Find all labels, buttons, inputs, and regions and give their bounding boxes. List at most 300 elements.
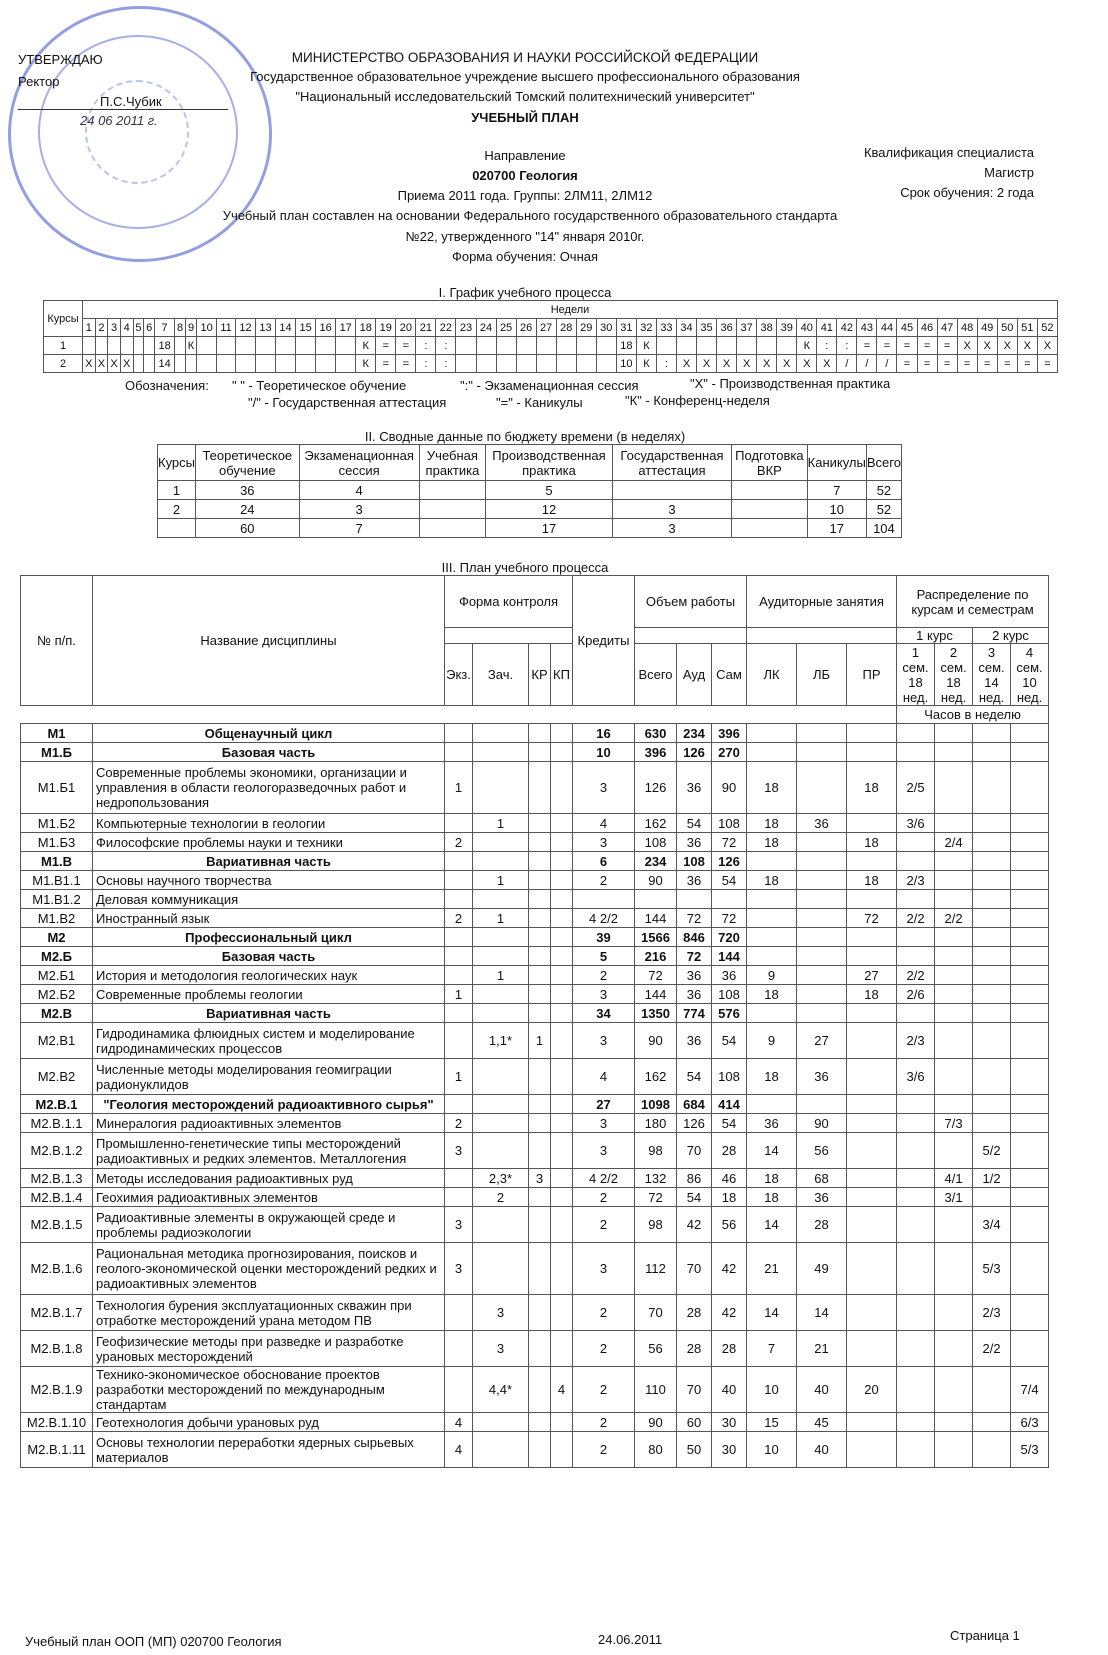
plan-cell: 3 — [529, 1169, 551, 1188]
plan-row — [21, 1367, 1049, 1413]
schedule-cell — [697, 337, 717, 355]
week-number: 30 — [596, 319, 616, 337]
plan-cell — [445, 724, 473, 743]
plan-cell: 10 — [573, 743, 635, 762]
discipline-name: Базовая часть — [93, 947, 445, 966]
schedule-cell: = — [957, 355, 977, 373]
plan-cell — [677, 890, 712, 909]
schedule-cell: : — [416, 337, 436, 355]
schedule-cell: = — [917, 337, 937, 355]
budget-cell: 52 — [866, 481, 901, 500]
week-number: 18 — [356, 319, 376, 337]
standard-basis-line2: №22, утвержденного "14" января 2010г. — [405, 229, 645, 244]
plan-cell: 42 — [712, 1295, 747, 1331]
plan-cell — [529, 762, 551, 814]
plan-cell: 2/6 — [897, 985, 935, 1004]
schedule-cell — [108, 337, 121, 355]
schedule-cell — [197, 337, 217, 355]
discipline-name: Минералогия радиоактивных элементов — [93, 1114, 445, 1133]
footer-date: 24.06.2011 — [598, 1632, 663, 1647]
week-number: 9 — [185, 319, 196, 337]
week-number: 31 — [616, 319, 636, 337]
plan-cell — [897, 1207, 935, 1243]
qualification-value: Магистр — [984, 165, 1034, 180]
budget-col-header: Производственная практика — [486, 445, 613, 481]
schedule-cell: Х — [797, 355, 817, 373]
plan-cell: 108 — [677, 852, 712, 871]
week-number: 50 — [997, 319, 1017, 337]
plan-cell: М2 — [21, 928, 93, 947]
plan-row — [21, 871, 1049, 890]
plan-cell: 18 — [847, 833, 897, 852]
plan-cell — [551, 985, 573, 1004]
plan-cell — [473, 890, 529, 909]
plan-cell: 180 — [635, 1114, 677, 1133]
plan-cell — [473, 1432, 529, 1468]
plan-cell — [1011, 1331, 1049, 1367]
plan-cell — [935, 1331, 973, 1367]
plan-cell: 54 — [677, 814, 712, 833]
plan-cell — [551, 1095, 573, 1114]
week-number: 8 — [175, 319, 186, 337]
week-number: 45 — [897, 319, 917, 337]
plan-cell: 10 — [747, 1367, 797, 1413]
plan-cell: 9 — [747, 966, 797, 985]
plan-cell: 18 — [747, 814, 797, 833]
plan-cell: 34 — [573, 1004, 635, 1023]
plan-cell — [473, 1095, 529, 1114]
discipline-name: Общенаучный цикл — [93, 724, 445, 743]
legend-vacation: "=" - Каникулы — [496, 395, 583, 410]
budget-cell — [732, 500, 808, 519]
plan-cell: 70 — [635, 1295, 677, 1331]
plan-cell: 3 — [573, 833, 635, 852]
plan-cell — [551, 1413, 573, 1432]
schedule-cell — [456, 355, 476, 373]
plan-cell — [1011, 1169, 1049, 1188]
plan-cell: 18 — [847, 762, 897, 814]
week-number: 16 — [316, 319, 336, 337]
institution-type: Государственное образовательное учреждение высшего профессионального образования — [250, 69, 800, 84]
discipline-name: Геофизические методы при разведке и разработке урановых месторождений — [93, 1331, 445, 1367]
plan-cell — [897, 1114, 935, 1133]
schedule-cell — [144, 337, 155, 355]
plan-cell — [473, 852, 529, 871]
plan-cell — [473, 833, 529, 852]
course1-header: 1 курс — [897, 628, 973, 644]
plan-cell: 1 — [445, 1059, 473, 1095]
plan-cell — [445, 1169, 473, 1188]
plan-cell — [847, 724, 897, 743]
legend-conference: "К" - Конференц-неделя — [625, 393, 770, 408]
schedule-cell — [476, 337, 496, 355]
plan-cell: 1 — [445, 985, 473, 1004]
plan-cell: 36 — [797, 814, 847, 833]
plan-cell — [551, 871, 573, 890]
schedule-cell: : — [436, 337, 456, 355]
plan-cell — [1011, 762, 1049, 814]
schedule-cell — [576, 337, 596, 355]
plan-row — [21, 1023, 1049, 1059]
plan-cell — [973, 1059, 1011, 1095]
plan-cell — [797, 743, 847, 762]
plan-cell: 2 — [445, 1114, 473, 1133]
plan-cell: 36 — [677, 985, 712, 1004]
col-classes-header: Аудиторные занятия — [747, 576, 897, 628]
discipline-name: Современные проблемы экономики, организации и управления в области геологоразведочных работ и недропользования — [93, 762, 445, 814]
plan-cell — [473, 928, 529, 947]
plan-cell — [973, 985, 1011, 1004]
plan-cell — [897, 1432, 935, 1468]
plan-cell — [747, 852, 797, 871]
schedule-cell: Х — [777, 355, 797, 373]
plan-cell — [1011, 909, 1049, 928]
plan-cell — [529, 1295, 551, 1331]
week-number: 48 — [957, 319, 977, 337]
plan-cell: 42 — [677, 1207, 712, 1243]
schedule-cell — [476, 355, 496, 373]
plan-cell — [473, 1114, 529, 1133]
plan-row — [21, 966, 1049, 985]
plan-row — [21, 1114, 1049, 1133]
plan-cell: М2.В.1.6 — [21, 1243, 93, 1295]
plan-row — [21, 1207, 1049, 1243]
plan-cell — [747, 724, 797, 743]
plan-cell: 1 — [473, 909, 529, 928]
plan-cell: 4,4* — [473, 1367, 529, 1413]
plan-cell — [897, 928, 935, 947]
plan-cell: 56 — [712, 1207, 747, 1243]
plan-cell: М2.В.1.2 — [21, 1133, 93, 1169]
plan-cell — [973, 1188, 1011, 1207]
plan-cell — [445, 1004, 473, 1023]
plan-cell — [897, 1095, 935, 1114]
schedule-cell — [676, 337, 696, 355]
schedule-cell — [336, 337, 356, 355]
plan-cell: 28 — [797, 1207, 847, 1243]
schedule-cell: = — [977, 355, 997, 373]
plan-cell — [935, 871, 973, 890]
plan-cell — [847, 1133, 897, 1169]
plan-cell: М2.В.1.10 — [21, 1413, 93, 1432]
plan-cell: М1.Б2 — [21, 814, 93, 833]
week-number: 44 — [877, 319, 897, 337]
plan-cell: 1350 — [635, 1004, 677, 1023]
discipline-name: Промышленно-генетические типы месторождений радиоактивных и редких элементов. Металлогения — [93, 1133, 445, 1169]
schedule-cell — [757, 337, 777, 355]
week-number: 37 — [737, 319, 757, 337]
plan-cell — [1011, 1295, 1049, 1331]
plan-cell: 28 — [677, 1295, 712, 1331]
schedule-cell: Х — [1017, 337, 1037, 355]
plan-cell — [1011, 743, 1049, 762]
weeks-header: Недели — [83, 301, 1058, 319]
budget-col-header: Экзаменационная сессия — [299, 445, 419, 481]
plan-cell — [747, 909, 797, 928]
plan-cell — [935, 1095, 973, 1114]
schedule-cell: = — [877, 337, 897, 355]
plan-cell — [529, 947, 551, 966]
plan-cell: 3 — [573, 1133, 635, 1169]
plan-cell — [897, 1331, 935, 1367]
plan-cell — [473, 762, 529, 814]
plan-cell — [1011, 871, 1049, 890]
schedule-cell — [144, 355, 155, 373]
schedule-cell: Х — [697, 355, 717, 373]
plan-row — [21, 833, 1049, 852]
budget-cell: 52 — [866, 500, 901, 519]
budget-title: II. Сводные данные по бюджету времени (в неделях) — [364, 429, 686, 444]
plan-cell — [797, 966, 847, 985]
plan-row — [21, 762, 1049, 814]
week-number: 17 — [336, 319, 356, 337]
plan-cell — [747, 1004, 797, 1023]
plan-cell — [935, 1004, 973, 1023]
plan-cell: 28 — [712, 1331, 747, 1367]
week-number: 33 — [656, 319, 676, 337]
week-number: 27 — [536, 319, 556, 337]
schedule-cell: К — [636, 337, 656, 355]
discipline-name: Гидродинамика флюидных систем и моделирование гидродинамических процессов — [93, 1023, 445, 1059]
plan-cell: 3/4 — [973, 1207, 1011, 1243]
plan-cell — [551, 1114, 573, 1133]
budget-cell — [419, 500, 485, 519]
week-number: 7 — [155, 319, 175, 337]
plan-cell: 14 — [797, 1295, 847, 1331]
schedule-cell: Х — [997, 337, 1017, 355]
plan-cell — [797, 724, 847, 743]
schedule-cell: : — [416, 355, 436, 373]
plan-cell — [551, 1004, 573, 1023]
schedule-cell: = — [857, 337, 877, 355]
schedule-cell: К — [636, 355, 656, 373]
course2-header: 2 курс — [973, 628, 1049, 644]
plan-cell: 2 — [573, 1331, 635, 1367]
plan-cell — [797, 928, 847, 947]
plan-cell: 3/1 — [935, 1188, 973, 1207]
schedule-cell: = — [937, 337, 957, 355]
plan-cell: 2/2 — [897, 966, 935, 985]
plan-cell: 90 — [635, 1413, 677, 1432]
plan-cell — [973, 871, 1011, 890]
plan-cell: 2/3 — [973, 1295, 1011, 1331]
plan-cell: 14 — [747, 1133, 797, 1169]
plan-cell: 70 — [677, 1367, 712, 1413]
sem3-header: 3 сем. 14 нед. — [973, 644, 1011, 706]
discipline-name: Профессиональный цикл — [93, 928, 445, 947]
plan-cell — [445, 947, 473, 966]
plan-row — [21, 1331, 1049, 1367]
plan-cell: 36 — [677, 966, 712, 985]
plan-row — [21, 814, 1049, 833]
plan-cell — [1011, 852, 1049, 871]
plan-cell — [847, 852, 897, 871]
plan-cell — [1011, 1004, 1049, 1023]
week-number: 12 — [235, 319, 255, 337]
plan-cell: 4 — [445, 1413, 473, 1432]
plan-cell: 2 — [445, 833, 473, 852]
plan-cell — [1011, 1095, 1049, 1114]
plan-cell — [973, 1023, 1011, 1059]
plan-cell — [529, 1243, 551, 1295]
sem2-header: 2 сем. 18 нед. — [935, 644, 973, 706]
discipline-name: Технико-экономическое обоснование проектов разработки месторождений по международным стандартам — [93, 1367, 445, 1413]
plan-cell: 2/2 — [935, 909, 973, 928]
plan-cell — [551, 833, 573, 852]
week-number: 4 — [120, 319, 133, 337]
plan-cell — [445, 743, 473, 762]
schedule-cell — [496, 355, 516, 373]
plan-cell: 1 — [529, 1023, 551, 1059]
plan-cell: М1 — [21, 724, 93, 743]
plan-cell: 126 — [677, 743, 712, 762]
plan-cell — [897, 1295, 935, 1331]
week-number: 22 — [436, 319, 456, 337]
plan-cell — [935, 1023, 973, 1059]
plan-cell: 72 — [677, 909, 712, 928]
plan-cell — [551, 928, 573, 947]
schedule-cell — [596, 337, 616, 355]
plan-cell — [973, 1004, 1011, 1023]
schedule-cell: Х — [95, 355, 108, 373]
plan-cell — [897, 1413, 935, 1432]
discipline-name: Философские проблемы науки и техники — [93, 833, 445, 852]
plan-cell: 90 — [635, 1023, 677, 1059]
plan-cell — [551, 1188, 573, 1207]
plan-cell: 216 — [635, 947, 677, 966]
schedule-cell: Х — [817, 355, 837, 373]
plan-row — [21, 1133, 1049, 1169]
plan-cell: М2.Б1 — [21, 966, 93, 985]
budget-cell: 60 — [196, 519, 300, 538]
schedule-cell — [95, 337, 108, 355]
plan-cell — [973, 1432, 1011, 1468]
signature-line — [18, 109, 228, 110]
plan-cell — [445, 871, 473, 890]
col-lb-header: ЛБ — [797, 644, 847, 706]
plan-cell — [529, 852, 551, 871]
plan-cell — [847, 1023, 897, 1059]
plan-cell — [573, 890, 635, 909]
plan-cell: 3 — [573, 1114, 635, 1133]
plan-cell: 7/3 — [935, 1114, 973, 1133]
plan-title: III. План учебного процесса — [441, 560, 609, 575]
plan-cell: 4 — [445, 1432, 473, 1468]
plan-cell: 30 — [712, 1432, 747, 1468]
schedule-cell: Х — [757, 355, 777, 373]
ministry-title: МИНИСТЕРСТВО ОБРАЗОВАНИЯ И НАУКИ РОССИЙСКОЙ ФЕДЕРАЦИИ — [291, 50, 759, 65]
discipline-name: Деловая коммуникация — [93, 890, 445, 909]
week-number: 34 — [676, 319, 696, 337]
discipline-name: Численные методы моделирования геомиграции радионуклидов — [93, 1059, 445, 1095]
plan-cell — [973, 909, 1011, 928]
plan-cell — [445, 890, 473, 909]
plan-cell: 18 — [747, 1059, 797, 1095]
plan-cell: 3 — [445, 1133, 473, 1169]
plan-section-row — [21, 852, 1049, 871]
plan-cell — [847, 947, 897, 966]
plan-cell — [529, 1133, 551, 1169]
plan-row — [21, 890, 1049, 909]
plan-cell: 4 — [573, 814, 635, 833]
schedule-cell — [717, 337, 737, 355]
plan-cell — [973, 1367, 1011, 1413]
schedule-cell — [316, 355, 336, 373]
schedule-cell — [336, 355, 356, 373]
plan-cell — [973, 928, 1011, 947]
plan-cell: 15 — [747, 1413, 797, 1432]
plan-cell — [529, 1331, 551, 1367]
plan-cell: 7 — [747, 1331, 797, 1367]
week-number: 32 — [636, 319, 656, 337]
plan-cell — [529, 928, 551, 947]
plan-cell: 36 — [747, 1114, 797, 1133]
plan-cell — [473, 1207, 529, 1243]
plan-cell — [473, 1243, 529, 1295]
discipline-name: Геохимия радиоактивных элементов — [93, 1188, 445, 1207]
plan-cell — [897, 1188, 935, 1207]
week-number: 5 — [133, 319, 144, 337]
schedule-cell — [217, 355, 236, 373]
budget-col-header: Всего — [866, 445, 901, 481]
plan-cell: 68 — [797, 1169, 847, 1188]
plan-cell — [973, 966, 1011, 985]
discipline-name: Основы технологии переработки ядерных сырьевых материалов — [93, 1432, 445, 1468]
plan-cell — [973, 890, 1011, 909]
week-number: 19 — [376, 319, 396, 337]
col-name-header: Название дисциплины — [93, 576, 445, 706]
approval-label: УТВЕРЖДАЮ — [18, 52, 103, 67]
week-number: 20 — [396, 319, 416, 337]
plan-cell — [847, 1095, 897, 1114]
schedule-cell — [255, 337, 275, 355]
plan-cell: 90 — [797, 1114, 847, 1133]
week-number: 24 — [476, 319, 496, 337]
plan-cell: 70 — [677, 1133, 712, 1169]
plan-cell: 36 — [677, 833, 712, 852]
plan-cell: 396 — [712, 724, 747, 743]
plan-cell — [935, 966, 973, 985]
plan-cell — [847, 1432, 897, 1468]
plan-cell: 2 — [573, 871, 635, 890]
plan-cell: 27 — [797, 1023, 847, 1059]
plan-cell: 1566 — [635, 928, 677, 947]
plan-cell — [897, 833, 935, 852]
week-number: 36 — [717, 319, 737, 337]
plan-cell: 2/2 — [973, 1331, 1011, 1367]
plan-cell — [551, 1207, 573, 1243]
week-number: 47 — [937, 319, 957, 337]
week-number: 2 — [95, 319, 108, 337]
week-number: 10 — [197, 319, 217, 337]
schedule-cell — [133, 355, 144, 373]
plan-cell — [1011, 1207, 1049, 1243]
budget-row — [158, 481, 902, 500]
plan-cell: 5/3 — [973, 1243, 1011, 1295]
budget-col-header: Каникулы — [807, 445, 866, 481]
plan-cell: 2 — [573, 1295, 635, 1331]
schedule-cell: Х — [717, 355, 737, 373]
schedule-cell: Х — [676, 355, 696, 373]
plan-cell — [473, 1413, 529, 1432]
plan-cell — [529, 1188, 551, 1207]
plan-cell: М1.В — [21, 852, 93, 871]
plan-cell — [935, 724, 973, 743]
plan-cell: М1.В2 — [21, 909, 93, 928]
plan-cell — [1011, 1243, 1049, 1295]
week-number: 15 — [296, 319, 316, 337]
plan-cell: 70 — [677, 1243, 712, 1295]
